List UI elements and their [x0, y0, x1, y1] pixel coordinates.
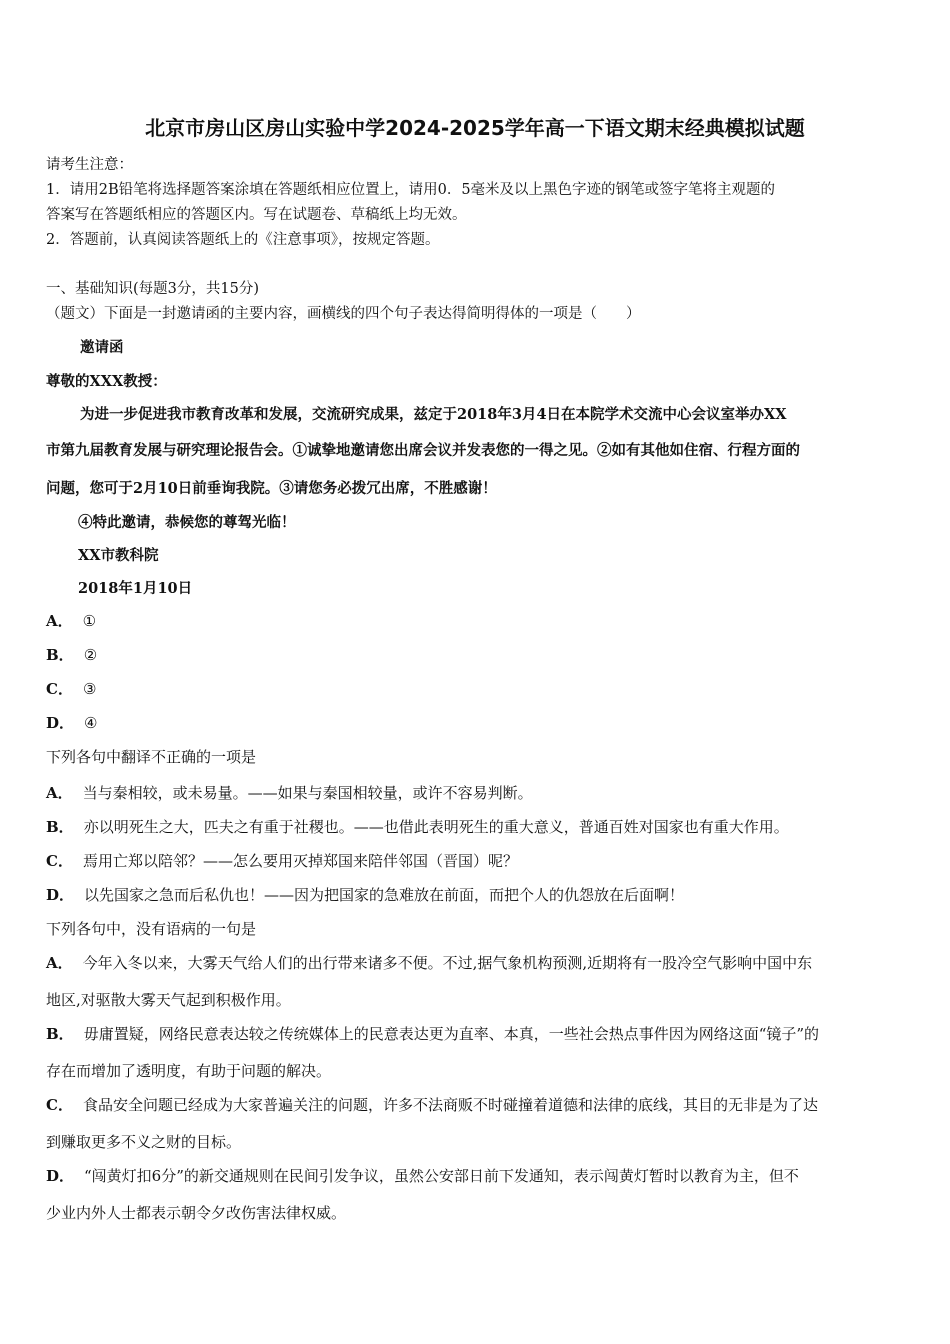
option-d[interactable]: [46, 1165, 799, 1186]
option-label: D．: [46, 1167, 75, 1185]
option-a[interactable]: [46, 952, 812, 973]
option-text: 今年入冬以来，大雾天气给人们的出行带来诸多不便。不过,据气象机构预测,近期将有一股冷空气影响中国中东: [82, 954, 813, 972]
letter-sender: XX市教科院: [78, 547, 159, 564]
option-text: ②: [83, 646, 98, 664]
option-a[interactable]: [46, 782, 533, 803]
option-text-continued: 地区,对驱散大雾天气起到积极作用。: [46, 991, 291, 1009]
option-text: 以先国家之急而后私仇也！——因为把国家的急难放在前面，而把个人的仇怨放在后面啊！: [84, 886, 685, 904]
option-label: D．: [46, 714, 75, 732]
option-text: 毋庸置疑，网络民意表达较之传统媒体上的民意表达更为直率、本真，一些社会热点事件因为网络这面“镜子”的: [83, 1025, 820, 1043]
option-text: 亦以明死生之大，匹夫之有重于社稷也。——也借此表明死生的重大意义，普通百姓对国家也有重大作用。: [83, 818, 789, 836]
option-label: A．: [46, 612, 73, 630]
option-b[interactable]: [46, 1023, 819, 1044]
option-text: 食品安全问题已经成为大家普遍关注的问题，许多不法商贩不时碰撞着道德和法律的底线，其目的无非是为了达: [82, 1096, 818, 1114]
option-text-continued: 存在而增加了透明度，有助于问题的解决。: [46, 1062, 332, 1080]
notice-item: 2．答题前，认真阅读答题纸上的《注意事项》，按规定答题。: [46, 232, 440, 248]
option-text: “闯黄灯扣6分”的新交通规则在民间引发争议，虽然公安部日前下发通知，表示闯黄灯暂时以教育为主，但不: [84, 1167, 799, 1185]
option-label: C．: [46, 680, 73, 698]
option-text: 当与秦相较，或未易量。——如果与秦国相较量，或许不容易判断。: [82, 784, 533, 802]
option-text-continued: 少业内外人士都表示朝令夕改伤害法律权威。: [46, 1204, 347, 1222]
letter-body-line: 问题，您可于2月10日前垂询我院。③请您务必拨冗出席，不胜感谢！: [46, 480, 497, 497]
option-text: ④: [84, 714, 98, 732]
option-label: A．: [46, 954, 73, 972]
notice-heading: 请考生注意：: [46, 157, 133, 173]
option-text-continued: 到赚取更多不义之财的目标。: [46, 1133, 242, 1151]
option-label: B．: [46, 646, 74, 664]
option-b[interactable]: [46, 644, 97, 665]
notice-item: 1．请用2B铅笔将选择题答案涂填在答题纸相应位置上，请用0．5毫米及以上黑色字迹的钢笔或签字笔将主观题的: [46, 182, 776, 198]
notice-item: 答案写在答题纸相应的答题区内。写在试题卷、草稿纸上均无效。: [46, 207, 467, 223]
question-3-stem: 下列各句中，没有语病的一句是: [46, 920, 257, 938]
question-2-stem: 下列各句中翻译不正确的一项是: [46, 748, 257, 766]
option-d[interactable]: [46, 884, 684, 905]
option-a[interactable]: [46, 610, 96, 631]
letter-title: 邀请函: [80, 339, 124, 356]
option-text: 焉用亡郑以陪邻？——怎么要用灭掉郑国来陪伴邻国（晋国）呢？: [82, 852, 518, 870]
letter-date: 2018年1月10日: [78, 580, 193, 597]
letter-body-line: 为进一步促进我市教育改革和发展，交流研究成果，兹定于2018年3月4日在本院学术交流中心会议室举办XX: [80, 406, 787, 423]
option-label: B．: [46, 1025, 74, 1043]
option-b[interactable]: [46, 816, 789, 837]
page-title: 北京市房山区房山实验中学2024-2025学年高一下语文期末经典模拟试题: [145, 116, 805, 140]
option-c[interactable]: [46, 1094, 818, 1115]
letter-body-line: ④特此邀请，恭候您的尊驾光临！: [78, 514, 296, 531]
question-1-stem: （题文）下面是一封邀请函的主要内容，画横线的四个句子表达得简明得体的一项是（ ）: [46, 306, 641, 322]
option-c[interactable]: [46, 678, 96, 699]
option-text: ③: [82, 680, 97, 698]
option-text: ①: [82, 612, 97, 630]
letter-body-line: 市第九届教育发展与研究理论报告会。①诚挚地邀请您出席会议并发表您的一得之见。②如有其他如住宿、行程方面的: [46, 442, 800, 459]
option-label: A．: [46, 784, 73, 802]
section-heading: 一、基础知识(每题3分，共15分): [46, 281, 259, 297]
option-c[interactable]: [46, 850, 518, 871]
option-label: C．: [46, 1096, 73, 1114]
option-label: D．: [46, 886, 75, 904]
letter-salutation: 尊敬的XXX教授：: [46, 373, 167, 390]
option-label: B．: [46, 818, 74, 836]
option-d[interactable]: [46, 712, 97, 733]
option-label: C．: [46, 852, 73, 870]
